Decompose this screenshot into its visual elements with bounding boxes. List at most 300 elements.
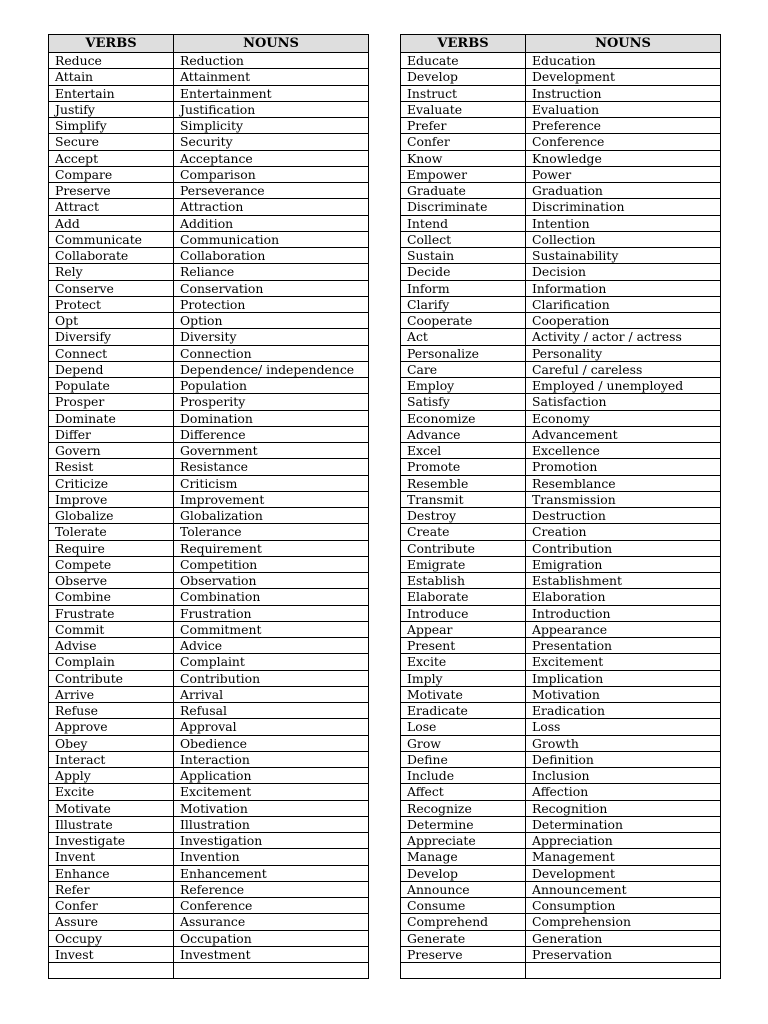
noun-cell: Security bbox=[174, 134, 369, 150]
verb-cell: Cooperate bbox=[401, 313, 526, 329]
noun-cell: Simplicity bbox=[174, 118, 369, 134]
noun-cell: Globalization bbox=[174, 508, 369, 524]
verb-cell: Motivate bbox=[49, 800, 174, 816]
table-row bbox=[49, 865, 369, 881]
noun-cell: Dependence/ independence bbox=[174, 361, 369, 377]
verb-cell: Develop bbox=[401, 69, 526, 85]
table-row bbox=[401, 621, 721, 637]
verb-cell: Determine bbox=[401, 816, 526, 832]
verb-cell: Advise bbox=[49, 638, 174, 654]
noun-cell: Elaboration bbox=[526, 589, 721, 605]
table-row bbox=[49, 670, 369, 686]
noun-cell: Enhancement bbox=[174, 865, 369, 881]
nouns-header: NOUNS bbox=[174, 35, 369, 53]
verb-cell: Emigrate bbox=[401, 556, 526, 572]
noun-cell: Announcement bbox=[526, 881, 721, 897]
table-row bbox=[49, 329, 369, 345]
verb-cell: Occupy bbox=[49, 930, 174, 946]
table-row bbox=[49, 248, 369, 264]
noun-cell: Acceptance bbox=[174, 150, 369, 166]
noun-cell: Management bbox=[526, 849, 721, 865]
verb-cell: Prefer bbox=[401, 118, 526, 134]
verb-cell: Confer bbox=[401, 134, 526, 150]
verb-cell: Compare bbox=[49, 166, 174, 182]
noun-cell: Development bbox=[526, 865, 721, 881]
verb-cell: Depend bbox=[49, 361, 174, 377]
verb-cell: Refer bbox=[49, 881, 174, 897]
table-row bbox=[401, 280, 721, 296]
verb-cell: Obey bbox=[49, 735, 174, 751]
verb-cell: Excel bbox=[401, 443, 526, 459]
noun-cell: Tolerance bbox=[174, 524, 369, 540]
table-row bbox=[49, 686, 369, 702]
verb-cell: Affect bbox=[401, 784, 526, 800]
verb-cell: Apply bbox=[49, 768, 174, 784]
table-row bbox=[49, 345, 369, 361]
table-row bbox=[401, 69, 721, 85]
verb-cell: Connect bbox=[49, 345, 174, 361]
verb-cell: Develop bbox=[401, 865, 526, 881]
noun-cell: Emigration bbox=[526, 556, 721, 572]
verb-cell bbox=[401, 963, 526, 979]
table-row bbox=[401, 946, 721, 962]
table-row bbox=[49, 101, 369, 117]
verb-cell: Excite bbox=[49, 784, 174, 800]
table-row bbox=[49, 524, 369, 540]
table-row bbox=[49, 881, 369, 897]
table-row bbox=[401, 215, 721, 231]
verb-cell: Create bbox=[401, 524, 526, 540]
verb-cell: Reduce bbox=[49, 53, 174, 69]
noun-cell: Investigation bbox=[174, 833, 369, 849]
verb-cell: Prosper bbox=[49, 394, 174, 410]
verb-cell: Differ bbox=[49, 426, 174, 442]
verb-cell: Announce bbox=[401, 881, 526, 897]
verb-cell: Appreciate bbox=[401, 833, 526, 849]
table-row bbox=[49, 459, 369, 475]
noun-cell: Education bbox=[526, 53, 721, 69]
table-row bbox=[49, 361, 369, 377]
noun-cell: Graduation bbox=[526, 183, 721, 199]
noun-cell: Occupation bbox=[174, 930, 369, 946]
table-row bbox=[401, 865, 721, 881]
verb-cell: Protect bbox=[49, 296, 174, 312]
verb-cell: Excite bbox=[401, 654, 526, 670]
verb-cell: Combine bbox=[49, 589, 174, 605]
verb-cell: Preserve bbox=[401, 946, 526, 962]
noun-cell: Reference bbox=[174, 881, 369, 897]
noun-cell: Combination bbox=[174, 589, 369, 605]
table-row bbox=[49, 768, 369, 784]
noun-cell: Resemblance bbox=[526, 475, 721, 491]
table-row bbox=[401, 183, 721, 199]
noun-cell: Contribution bbox=[174, 670, 369, 686]
noun-cell: Creation bbox=[526, 524, 721, 540]
noun-cell: Presentation bbox=[526, 638, 721, 654]
verb-cell: Know bbox=[401, 150, 526, 166]
noun-cell: Criticism bbox=[174, 475, 369, 491]
table-row bbox=[401, 849, 721, 865]
verb-cell: Comprehend bbox=[401, 914, 526, 930]
noun-cell: Prosperity bbox=[174, 394, 369, 410]
verb-cell bbox=[49, 963, 174, 979]
table-row bbox=[401, 751, 721, 767]
table-row bbox=[49, 930, 369, 946]
table-row bbox=[49, 719, 369, 735]
verb-cell: Entertain bbox=[49, 85, 174, 101]
verbs-header: VERBS bbox=[401, 35, 526, 53]
table-row bbox=[401, 491, 721, 507]
noun-cell: Power bbox=[526, 166, 721, 182]
verb-cell: Appear bbox=[401, 621, 526, 637]
table-row bbox=[401, 768, 721, 784]
table-row bbox=[401, 556, 721, 572]
verb-cell: Improve bbox=[49, 491, 174, 507]
verb-cell: Accept bbox=[49, 150, 174, 166]
verb-cell: Grow bbox=[401, 735, 526, 751]
table-row bbox=[401, 719, 721, 735]
noun-cell: Employed / unemployed bbox=[526, 378, 721, 394]
table-row bbox=[49, 410, 369, 426]
verb-cell: Populate bbox=[49, 378, 174, 394]
header-row bbox=[401, 35, 721, 53]
verb-cell: Arrive bbox=[49, 686, 174, 702]
verb-cell: Present bbox=[401, 638, 526, 654]
verbs-header: VERBS bbox=[49, 35, 174, 53]
verb-cell: Introduce bbox=[401, 605, 526, 621]
noun-cell: Preservation bbox=[526, 946, 721, 962]
table-row bbox=[401, 313, 721, 329]
noun-cell: Evaluation bbox=[526, 101, 721, 117]
noun-cell: Economy bbox=[526, 410, 721, 426]
table-row bbox=[401, 654, 721, 670]
verb-cell: Inform bbox=[401, 280, 526, 296]
table-row bbox=[401, 638, 721, 654]
table-row bbox=[401, 134, 721, 150]
verb-cell: Observe bbox=[49, 573, 174, 589]
verb-cell: Collaborate bbox=[49, 248, 174, 264]
verb-cell: Define bbox=[401, 751, 526, 767]
table-row bbox=[401, 963, 721, 979]
noun-cell: Establishment bbox=[526, 573, 721, 589]
table-row bbox=[401, 231, 721, 247]
noun-cell: Interaction bbox=[174, 751, 369, 767]
noun-cell: Justification bbox=[174, 101, 369, 117]
verb-cell: Include bbox=[401, 768, 526, 784]
verb-cell: Invest bbox=[49, 946, 174, 962]
verb-cell: Secure bbox=[49, 134, 174, 150]
noun-cell: Difference bbox=[174, 426, 369, 442]
noun-cell: Sustainability bbox=[526, 248, 721, 264]
verb-cell: Satisfy bbox=[401, 394, 526, 410]
table-row bbox=[49, 150, 369, 166]
noun-cell: Assurance bbox=[174, 914, 369, 930]
noun-cell: Excitement bbox=[526, 654, 721, 670]
table-row bbox=[49, 605, 369, 621]
verb-cell: Economize bbox=[401, 410, 526, 426]
table-row bbox=[49, 69, 369, 85]
table-row bbox=[401, 85, 721, 101]
verb-cell: Commit bbox=[49, 621, 174, 637]
noun-cell: Preference bbox=[526, 118, 721, 134]
verb-cell: Complain bbox=[49, 654, 174, 670]
verb-cell: Investigate bbox=[49, 833, 174, 849]
table-row bbox=[401, 930, 721, 946]
table-row bbox=[401, 800, 721, 816]
verb-cell: Motivate bbox=[401, 686, 526, 702]
table-row bbox=[49, 183, 369, 199]
verb-cell: Globalize bbox=[49, 508, 174, 524]
noun-cell: Frustration bbox=[174, 605, 369, 621]
table-row bbox=[49, 914, 369, 930]
table-row bbox=[49, 703, 369, 719]
noun-cell: Appreciation bbox=[526, 833, 721, 849]
noun-cell bbox=[174, 963, 369, 979]
table-row bbox=[49, 573, 369, 589]
noun-cell: Information bbox=[526, 280, 721, 296]
noun-cell: Diversity bbox=[174, 329, 369, 345]
noun-cell: Collaboration bbox=[174, 248, 369, 264]
table-row bbox=[49, 394, 369, 410]
table-row bbox=[401, 166, 721, 182]
verbs-nouns-table-right bbox=[400, 34, 721, 979]
noun-cell: Introduction bbox=[526, 605, 721, 621]
verb-cell: Graduate bbox=[401, 183, 526, 199]
table-row bbox=[49, 443, 369, 459]
table-row bbox=[49, 735, 369, 751]
noun-cell: Attainment bbox=[174, 69, 369, 85]
noun-cell: Entertainment bbox=[174, 85, 369, 101]
verb-cell: Manage bbox=[401, 849, 526, 865]
table-row bbox=[401, 118, 721, 134]
table-row bbox=[401, 361, 721, 377]
noun-cell: Requirement bbox=[174, 540, 369, 556]
noun-cell: Cooperation bbox=[526, 313, 721, 329]
verb-cell: Promote bbox=[401, 459, 526, 475]
noun-cell: Domination bbox=[174, 410, 369, 426]
verb-cell: Discriminate bbox=[401, 199, 526, 215]
table-row bbox=[49, 540, 369, 556]
noun-cell: Addition bbox=[174, 215, 369, 231]
noun-cell: Contribution bbox=[526, 540, 721, 556]
table-row bbox=[401, 784, 721, 800]
table-row bbox=[49, 946, 369, 962]
verb-cell: Enhance bbox=[49, 865, 174, 881]
table-row bbox=[401, 475, 721, 491]
table-row bbox=[401, 540, 721, 556]
verb-cell: Dominate bbox=[49, 410, 174, 426]
verb-cell: Require bbox=[49, 540, 174, 556]
noun-cell: Arrival bbox=[174, 686, 369, 702]
noun-cell: Determination bbox=[526, 816, 721, 832]
table-row bbox=[401, 443, 721, 459]
noun-cell: Affection bbox=[526, 784, 721, 800]
table-row bbox=[401, 53, 721, 69]
noun-cell: Obedience bbox=[174, 735, 369, 751]
verb-cell: Simplify bbox=[49, 118, 174, 134]
verb-cell: Intend bbox=[401, 215, 526, 231]
verb-cell: Care bbox=[401, 361, 526, 377]
noun-cell: Population bbox=[174, 378, 369, 394]
verb-cell: Compete bbox=[49, 556, 174, 572]
noun-cell: Observation bbox=[174, 573, 369, 589]
verb-cell: Invent bbox=[49, 849, 174, 865]
noun-cell: Advancement bbox=[526, 426, 721, 442]
table-row bbox=[401, 426, 721, 442]
noun-cell: Intention bbox=[526, 215, 721, 231]
noun-cell: Government bbox=[174, 443, 369, 459]
table-row bbox=[401, 589, 721, 605]
noun-cell: Discrimination bbox=[526, 199, 721, 215]
verb-cell: Sustain bbox=[401, 248, 526, 264]
verbs-nouns-table-left bbox=[48, 34, 369, 979]
verb-cell: Advance bbox=[401, 426, 526, 442]
noun-cell: Comprehension bbox=[526, 914, 721, 930]
verb-cell: Contribute bbox=[49, 670, 174, 686]
table-row bbox=[49, 491, 369, 507]
verb-cell: Employ bbox=[401, 378, 526, 394]
table-row bbox=[49, 426, 369, 442]
noun-cell: Refusal bbox=[174, 703, 369, 719]
verb-cell: Approve bbox=[49, 719, 174, 735]
noun-cell: Invention bbox=[174, 849, 369, 865]
noun-cell: Instruction bbox=[526, 85, 721, 101]
verb-cell: Preserve bbox=[49, 183, 174, 199]
noun-cell: Protection bbox=[174, 296, 369, 312]
noun-cell: Advice bbox=[174, 638, 369, 654]
noun-cell: Approval bbox=[174, 719, 369, 735]
table-row bbox=[49, 816, 369, 832]
table-row bbox=[49, 53, 369, 69]
noun-cell: Consumption bbox=[526, 898, 721, 914]
verb-cell: Transmit bbox=[401, 491, 526, 507]
noun-cell: Inclusion bbox=[526, 768, 721, 784]
table-row bbox=[49, 231, 369, 247]
table-row bbox=[49, 784, 369, 800]
table-row bbox=[49, 378, 369, 394]
noun-cell: Application bbox=[174, 768, 369, 784]
verb-cell: Lose bbox=[401, 719, 526, 735]
verb-cell: Opt bbox=[49, 313, 174, 329]
noun-cell: Perseverance bbox=[174, 183, 369, 199]
verb-cell: Destroy bbox=[401, 508, 526, 524]
verb-cell: Add bbox=[49, 215, 174, 231]
noun-cell: Eradication bbox=[526, 703, 721, 719]
nouns-header: NOUNS bbox=[526, 35, 721, 53]
table-row bbox=[49, 166, 369, 182]
verb-cell: Consume bbox=[401, 898, 526, 914]
noun-cell: Personality bbox=[526, 345, 721, 361]
noun-cell: Investment bbox=[174, 946, 369, 962]
noun-cell: Satisfaction bbox=[526, 394, 721, 410]
verb-cell: Conserve bbox=[49, 280, 174, 296]
table-row bbox=[49, 963, 369, 979]
table-row bbox=[49, 751, 369, 767]
noun-cell: Complaint bbox=[174, 654, 369, 670]
table-row bbox=[401, 605, 721, 621]
table-row bbox=[49, 638, 369, 654]
noun-cell: Competition bbox=[174, 556, 369, 572]
verb-cell: Collect bbox=[401, 231, 526, 247]
table-row bbox=[401, 833, 721, 849]
table-row bbox=[49, 134, 369, 150]
verb-cell: Frustrate bbox=[49, 605, 174, 621]
verb-cell: Justify bbox=[49, 101, 174, 117]
table-row bbox=[49, 654, 369, 670]
verb-cell: Interact bbox=[49, 751, 174, 767]
noun-cell: Implication bbox=[526, 670, 721, 686]
table-row bbox=[49, 280, 369, 296]
table-row bbox=[49, 898, 369, 914]
table-row bbox=[49, 556, 369, 572]
noun-cell: Appearance bbox=[526, 621, 721, 637]
table-row bbox=[49, 508, 369, 524]
table-row bbox=[49, 833, 369, 849]
verb-cell: Refuse bbox=[49, 703, 174, 719]
noun-cell: Loss bbox=[526, 719, 721, 735]
noun-cell: Communication bbox=[174, 231, 369, 247]
verb-cell: Empower bbox=[401, 166, 526, 182]
verb-cell: Instruct bbox=[401, 85, 526, 101]
table-row bbox=[401, 573, 721, 589]
table-row bbox=[49, 621, 369, 637]
table-row bbox=[49, 849, 369, 865]
noun-cell: Resistance bbox=[174, 459, 369, 475]
noun-cell: Conference bbox=[174, 898, 369, 914]
table-row bbox=[49, 296, 369, 312]
verb-cell: Elaborate bbox=[401, 589, 526, 605]
noun-cell: Collection bbox=[526, 231, 721, 247]
verb-cell: Confer bbox=[49, 898, 174, 914]
noun-cell: Excellence bbox=[526, 443, 721, 459]
verb-cell: Assure bbox=[49, 914, 174, 930]
noun-cell: Definition bbox=[526, 751, 721, 767]
table-row bbox=[401, 508, 721, 524]
header-row bbox=[49, 35, 369, 53]
table-row bbox=[401, 459, 721, 475]
verb-cell: Recognize bbox=[401, 800, 526, 816]
table-row bbox=[401, 248, 721, 264]
noun-cell: Clarification bbox=[526, 296, 721, 312]
verb-cell: Contribute bbox=[401, 540, 526, 556]
verb-cell: Illustrate bbox=[49, 816, 174, 832]
verb-cell: Criticize bbox=[49, 475, 174, 491]
table-row bbox=[401, 686, 721, 702]
noun-cell: Attraction bbox=[174, 199, 369, 215]
verb-cell: Imply bbox=[401, 670, 526, 686]
table-row bbox=[401, 394, 721, 410]
verb-cell: Evaluate bbox=[401, 101, 526, 117]
table-row bbox=[401, 703, 721, 719]
table-row bbox=[49, 215, 369, 231]
table-row bbox=[49, 800, 369, 816]
noun-cell: Connection bbox=[174, 345, 369, 361]
table-row bbox=[401, 410, 721, 426]
table-row bbox=[49, 264, 369, 280]
verb-cell: Govern bbox=[49, 443, 174, 459]
table-row bbox=[401, 524, 721, 540]
noun-cell: Careful / careless bbox=[526, 361, 721, 377]
table-row bbox=[401, 670, 721, 686]
noun-cell: Excitement bbox=[174, 784, 369, 800]
table-row bbox=[401, 881, 721, 897]
table-row bbox=[401, 150, 721, 166]
table-row bbox=[401, 816, 721, 832]
table-row bbox=[401, 329, 721, 345]
table-row bbox=[401, 345, 721, 361]
table-row bbox=[401, 914, 721, 930]
noun-cell: Illustration bbox=[174, 816, 369, 832]
